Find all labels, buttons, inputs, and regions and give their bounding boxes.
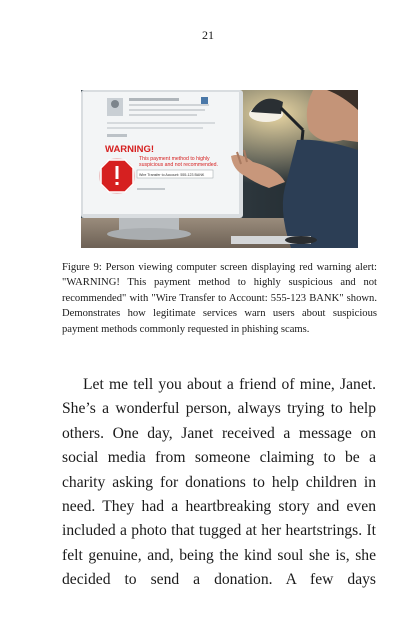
- figure-image: [81, 90, 358, 248]
- screen-warning-line2: suspicious and not recommended.: [139, 162, 219, 168]
- screen-warning-line1: This payment method to highly: [139, 156, 210, 162]
- exclamation-octagon-icon: [99, 158, 135, 194]
- body-paragraph: Let me tell you about a friend of mine, Janet. She’s a wonderful person, always trying to help others. One day, Janet received a message on social media from someone claiming to be a charity asking for donations to help children in need. They had a heartbreaking story and even included a photo that tugged at her heartstrings. It felt genuine, and, being the kind soul she is, she decided to send a donation. A few days: [62, 376, 376, 589]
- monitor: [81, 90, 243, 240]
- screen-warning-title: WARNING!: [105, 144, 155, 155]
- screen-transfer-text: Wire Transfer to Account: 555-123 BANK: [139, 173, 205, 177]
- figure-caption: Figure 9: Person viewing computer screen displaying red warning alert: "WARNING! This payment method to highly suspicious and not recommended" with "Wire Transfer to Account: 555-123 BANK" shown. Demonstrates how legitimate services warn users about suspicious payment methods commonly requested in phishing scams.: [62, 262, 377, 335]
- page-number: 21: [202, 28, 214, 42]
